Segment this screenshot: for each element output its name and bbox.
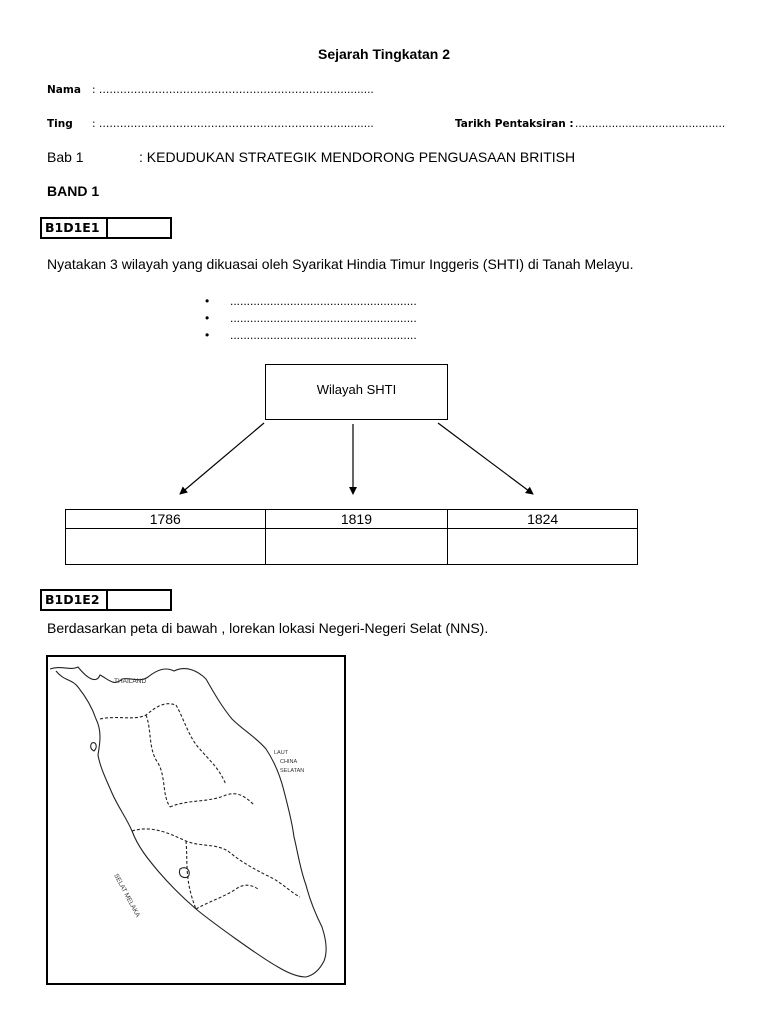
year-header: 1824 [448, 510, 638, 529]
year-header: 1786 [66, 510, 266, 529]
nama-label: Nama [47, 84, 81, 96]
map-label-thailand: THAILAND [114, 678, 147, 685]
tarikh-blank[interactable]: ............................................. [575, 118, 726, 130]
question-code-1: B1D1E1 [42, 219, 108, 237]
years-table [65, 509, 638, 565]
bullet-dot-icon: • [205, 294, 210, 308]
band-heading: BAND 1 [47, 183, 100, 199]
bullet-item[interactable]: • ........................................................ [205, 328, 417, 342]
answer-bullets-1 [205, 293, 417, 344]
arrow-left [180, 423, 264, 494]
page-title: Sejarah Tingkatan 2 [317, 46, 450, 62]
bab-title: : KEDUDUKAN STRATEGIK MENDORONG PENGUASAAN BRITISH [139, 149, 576, 165]
mark-cell-2[interactable] [108, 591, 170, 609]
map-label-china: CHINA [280, 759, 298, 765]
answer-cell[interactable] [265, 529, 448, 565]
question-1-text: Nyatakan 3 wilayah yang dikuasai oleh Syarikat Hindia Timur Inggeris (SHTI) di Tanah Melayu. [47, 256, 634, 272]
map-label-selat-melaka: SELAT MELAKA [112, 872, 142, 919]
year-header: 1819 [265, 510, 448, 529]
peninsular-malaysia-map[interactable] [46, 655, 346, 985]
map-label-laut: LAUT [274, 750, 289, 756]
question-code-2: B1D1E2 [42, 591, 108, 609]
nama-blank[interactable]: : …………………………………………………………….......... [92, 84, 374, 96]
bullet-item[interactable]: • ........................................................ [205, 294, 417, 308]
tarikh-label: Tarikh Pentaksiran : [455, 118, 574, 130]
bullet-dot-icon: • [205, 328, 210, 342]
question-code-box-2 [40, 589, 172, 611]
mark-cell-1[interactable] [108, 219, 170, 237]
answer-cell[interactable] [66, 529, 266, 565]
question-2-text: Berdasarkan peta di bawah , lorekan lokasi Negeri-Negeri Selat (NNS). [47, 620, 489, 636]
answer-cell[interactable] [448, 529, 638, 565]
bullet-item[interactable]: • ........................................................ [205, 311, 417, 325]
bullet-dot-icon: • [205, 311, 210, 325]
map-label-selatan: SELATAN [280, 768, 305, 774]
diagram-arrows [160, 420, 560, 500]
map-drawing [48, 657, 344, 983]
question-code-box-1 [40, 217, 172, 239]
ting-label: Ting [47, 118, 73, 130]
ting-blank[interactable]: : …………………………………………………………….......... [92, 118, 374, 130]
arrow-right [438, 423, 533, 494]
bab-label: Bab 1 [47, 149, 84, 165]
wilayah-shti-box: Wilayah SHTI [265, 364, 448, 420]
